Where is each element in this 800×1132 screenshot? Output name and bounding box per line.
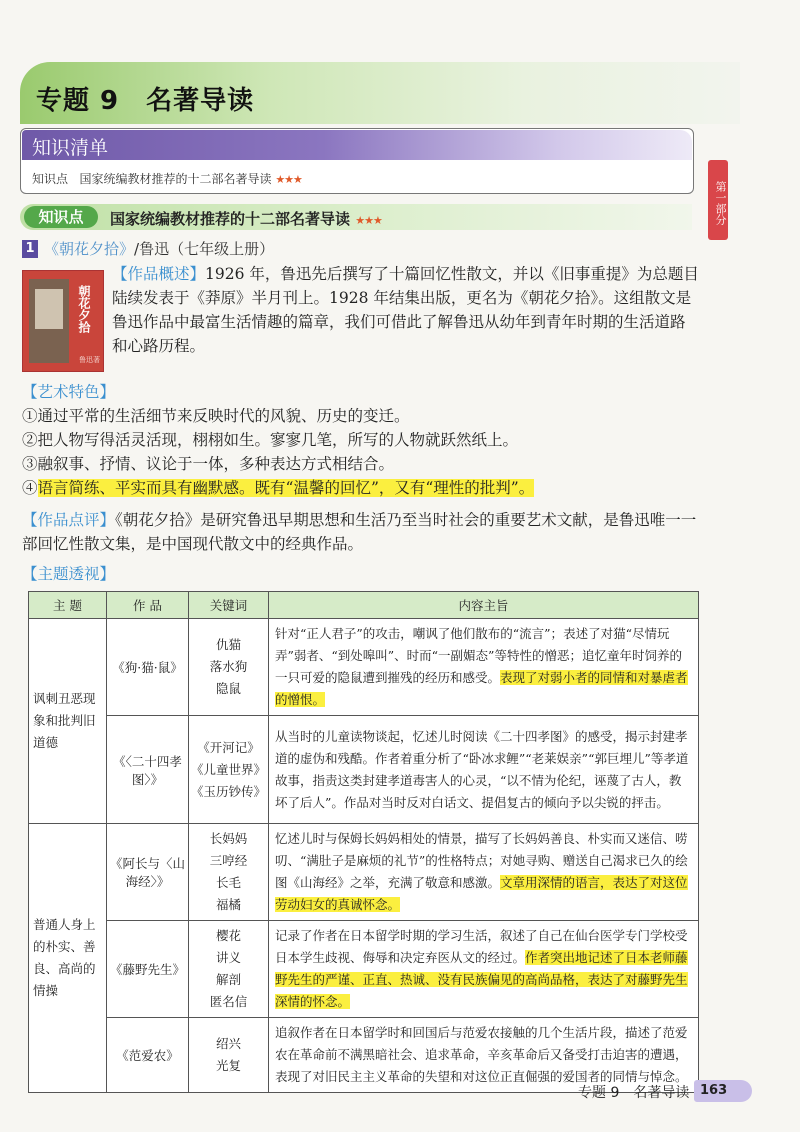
review-text: 《朝花夕拾》是研究鲁迅早期思想和生活乃至当时社会的重要艺术文献，是鲁迅唯一一部回忆性散文集，是中国现代散文中的经典作品。 [22,511,697,553]
overview-label: 【作品概述】 [112,265,206,283]
section-title [110,208,382,229]
keyword: 讲义 [215,950,241,965]
theme-table [28,591,699,1093]
keywords-cell [189,619,269,716]
work-cell: 《狗·猫·鼠》 [107,619,189,716]
content-cell [269,824,699,921]
section-pill: 知识点 [24,206,98,228]
keyword: 长妈妈 [209,831,248,846]
content-cell [269,716,699,824]
keyword: 落水狗 [209,659,248,674]
table-header-row [29,592,699,619]
item-number: 1 [22,240,38,258]
section-stars: ★★★ [355,214,382,227]
keyword: 樱花 [215,928,241,943]
content-text: 忆述儿时与保姆长妈妈相处的情景，描写了长妈妈善良、朴实而又迷信、唠叨、“满肚子是麻烦的礼节”的性格特点；对她寻购、赠送自己渴求已久的绘图《山海经》之举，充满了敬意和感激。 [275,831,688,890]
table-row [29,921,699,1018]
page-title: 专题 9 名著导读 [36,86,255,116]
review-paragraph [22,508,702,556]
art-section [22,380,702,500]
content-text: 记录了作者在日本留学时期的学习生活，叙述了自己在仙台医学专门学校受日本学生歧视、侮辱和决定弃医从文的经过。 [275,928,688,965]
content-cell [269,921,699,1018]
theme-cell: 普通人身上的朴实、善良、高尚的情操 [29,824,107,1093]
keyword: 福橘 [215,897,241,912]
art-point: ②把人物写得活灵活现，栩栩如生。寥寥几笔，所写的人物就跃然纸上。 [22,431,519,449]
overview-paragraph [112,262,700,358]
knowledge-list-title: 知识清单 [32,137,109,159]
keyword: 三哼经 [209,853,248,868]
content-text: 针对“正人君子”的攻击，嘲讽了他们散布的“流言”；表述了对猫“尽情玩弄”弱者、“到处嗥叫”、时而“一副媚态”等特性的憎恶；追忆童年时饲养的一只可爱的隐鼠遭到摧残的经历和感受。 [275,626,682,685]
theme-label: 【主题透视】 [22,565,116,583]
keyword: 光复 [215,1058,241,1073]
art-point-4-prefix: ④ [22,479,38,497]
art-point-4 [22,476,702,500]
book-title: 《朝花夕拾》 [44,240,135,258]
work-cell: 《阿长与〈山海经〉》 [107,824,189,921]
knowledge-list-item-prefix: 知识点 [32,172,69,186]
knowledge-list-item-text: 国家统编教材推荐的十二部名著导读 [79,172,272,186]
keywords-cell [189,716,269,824]
content-text: 从当时的儿童读物谈起，忆述儿时阅读《二十四孝图》的感受，揭示封建孝道的虚伪和残酷。作者着重分析了“卧冰求鲤”“老莱娱亲”“郭巨埋儿”等孝道故事，指责这类封建孝道毒害人的心灵，“以不情为伦纪，诬蔑了古人，教坏了后人”。作品对当时反对白话文、提倡复古的倾向予以尖锐的抨击。 [275,728,689,810]
table-row [29,716,699,824]
table-header: 内容主旨 [269,592,699,619]
keyword: 长毛 [215,875,241,890]
keyword: 《玉历钞传》 [190,783,266,799]
table-row [29,824,699,921]
work-cell: 《藤野先生》 [107,921,189,1018]
table-header: 关键词 [189,592,269,619]
item-heading [44,238,274,259]
keywords-cell [189,1018,269,1093]
keywords-cell [189,921,269,1018]
keywords-cell [189,824,269,921]
keyword: 隐鼠 [215,681,241,696]
art-point-4-highlight: 语言简练、平实而具有幽默感。既有“温馨的回忆”，又有“理性的批判”。 [37,479,535,497]
work-cell: 《范爱农》 [107,1018,189,1093]
table-row [29,619,699,716]
book-cover-image [22,270,104,372]
page-number: 163 [694,1080,752,1102]
theme-cell: 讽刺丑恶现象和批判旧道德 [29,619,107,824]
cover-title: 朝花夕拾 [77,285,91,333]
difficulty-stars: ★★★ [275,173,302,186]
side-tab: 第一部分 [708,160,728,240]
table-header: 作 品 [107,592,189,619]
content-cell [269,619,699,716]
knowledge-list-item [32,170,302,187]
art-point: ③融叙事、抒情、议论于一体，多种表达方式相结合。 [22,455,395,473]
content-highlight: 文章用深情的语言，表达了对这位劳动妇女的真诚怀念。 [275,875,688,912]
keyword: 绍兴 [215,1036,241,1051]
content-highlight: 表现了对弱小者的同情和对暴虐者的憎恨。 [275,670,688,707]
work-cell: 《〈二十四孝图〉》 [107,716,189,824]
art-point: ①通过平常的生活细节来反映时代的风貌、历史的变迁。 [22,407,410,425]
table-header: 主 题 [29,592,107,619]
knowledge-list-header [22,130,692,160]
cover-illustration [29,279,69,363]
keyword: 《儿童世界》 [190,761,266,777]
keyword: 仇猫 [215,637,241,652]
book-author: /鲁迅（七年级上册） [134,240,275,258]
art-label: 【艺术特色】 [22,383,116,401]
overview-text: 1926 年，鲁迅先后撰写了十篇回忆性散文，并以《旧事重提》为总题目陆续发表于《莽原》半月刊上。1928 年结集出版，更名为《朝花夕拾》。这组散文是鲁迅作品中最富生活情趣的篇章，我们可借此了解鲁迅从幼年到青年时期的生活道路和心路历程。 [112,265,699,355]
keyword: 《开河记》 [197,739,260,755]
cover-author: 鲁迅著 [79,356,100,364]
section-title-text: 国家统编教材推荐的十二部名著导读 [110,210,351,228]
content-text: 追叙作者在日本留学时和回国后与范爱农接触的几个生活片段，描述了范爱农在革命前不满黑暗社会、追求革命，辛亥革命后又备受打击迫害的遭遇，表现了对旧民主主义革命的失望和对这位正直倔强的爱国者的同情与悼念。 [275,1025,688,1084]
footer-text: 专题 9 名著导读 [578,1085,690,1101]
keyword: 解剖 [215,972,241,987]
review-label: 【作品点评】 [22,511,116,529]
keyword: 匿名信 [209,994,248,1009]
content-highlight: 作者突出地记述了日本老师藤野先生的严谨、正直、热诚、没有民族偏见的高尚品格，表达了对藤野先生深情的怀念。 [275,950,688,1009]
